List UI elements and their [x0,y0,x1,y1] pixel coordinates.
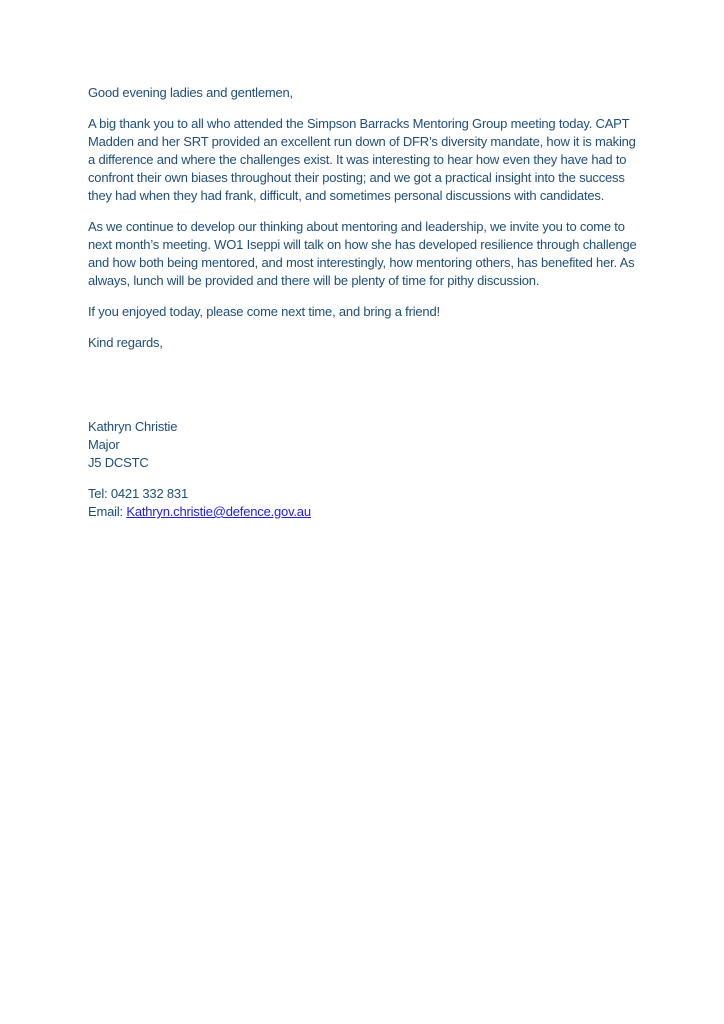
signature-unit: J5 DCSTC [88,455,149,470]
email-label: Email: [88,504,123,519]
tel-value: 0421 332 831 [110,486,188,501]
email-link[interactable]: Kathryn.christie@defence.gov.au [126,504,311,519]
signature-block [88,418,640,472]
closing-line: Kind regards, [88,335,163,350]
tel-line [88,485,640,503]
paragraph-thank-you: A big thank you to all who attended the Simpson Barracks Mentoring Group meeting today. CAPT Madden and her SRT provided an excellent run down of DFR’s diversity mandate, how it is making a difference and where the challenges exist. It was interesting to hear how even they have had to confront their own biases throughout their posting; and we got a practical insight into the success they had when they had frank, difficult, and sometimes personal discussions with candidates. [88,116,636,203]
email-line [88,503,640,521]
paragraph-next-meeting: As we continue to develop our thinking about mentoring and leadership, we invite you to come to next month’s meeting. WO1 Iseppi will talk on how she has developed resilience through challenge and how both being mentored, and most interestingly, how mentoring others, has benefited her. As always, lunch will be provided and there will be plenty of time for pithy discussion. [88,219,637,288]
letter-body [88,84,640,521]
tel-label: Tel: [88,486,108,501]
greeting-line: Good evening ladies and gentlemen, [88,85,293,100]
paragraph-invite: If you enjoyed today, please come next time, and bring a friend! [88,304,440,319]
contact-block [88,485,640,521]
signature-rank: Major [88,437,120,452]
signature-name: Kathryn Christie [88,419,178,434]
